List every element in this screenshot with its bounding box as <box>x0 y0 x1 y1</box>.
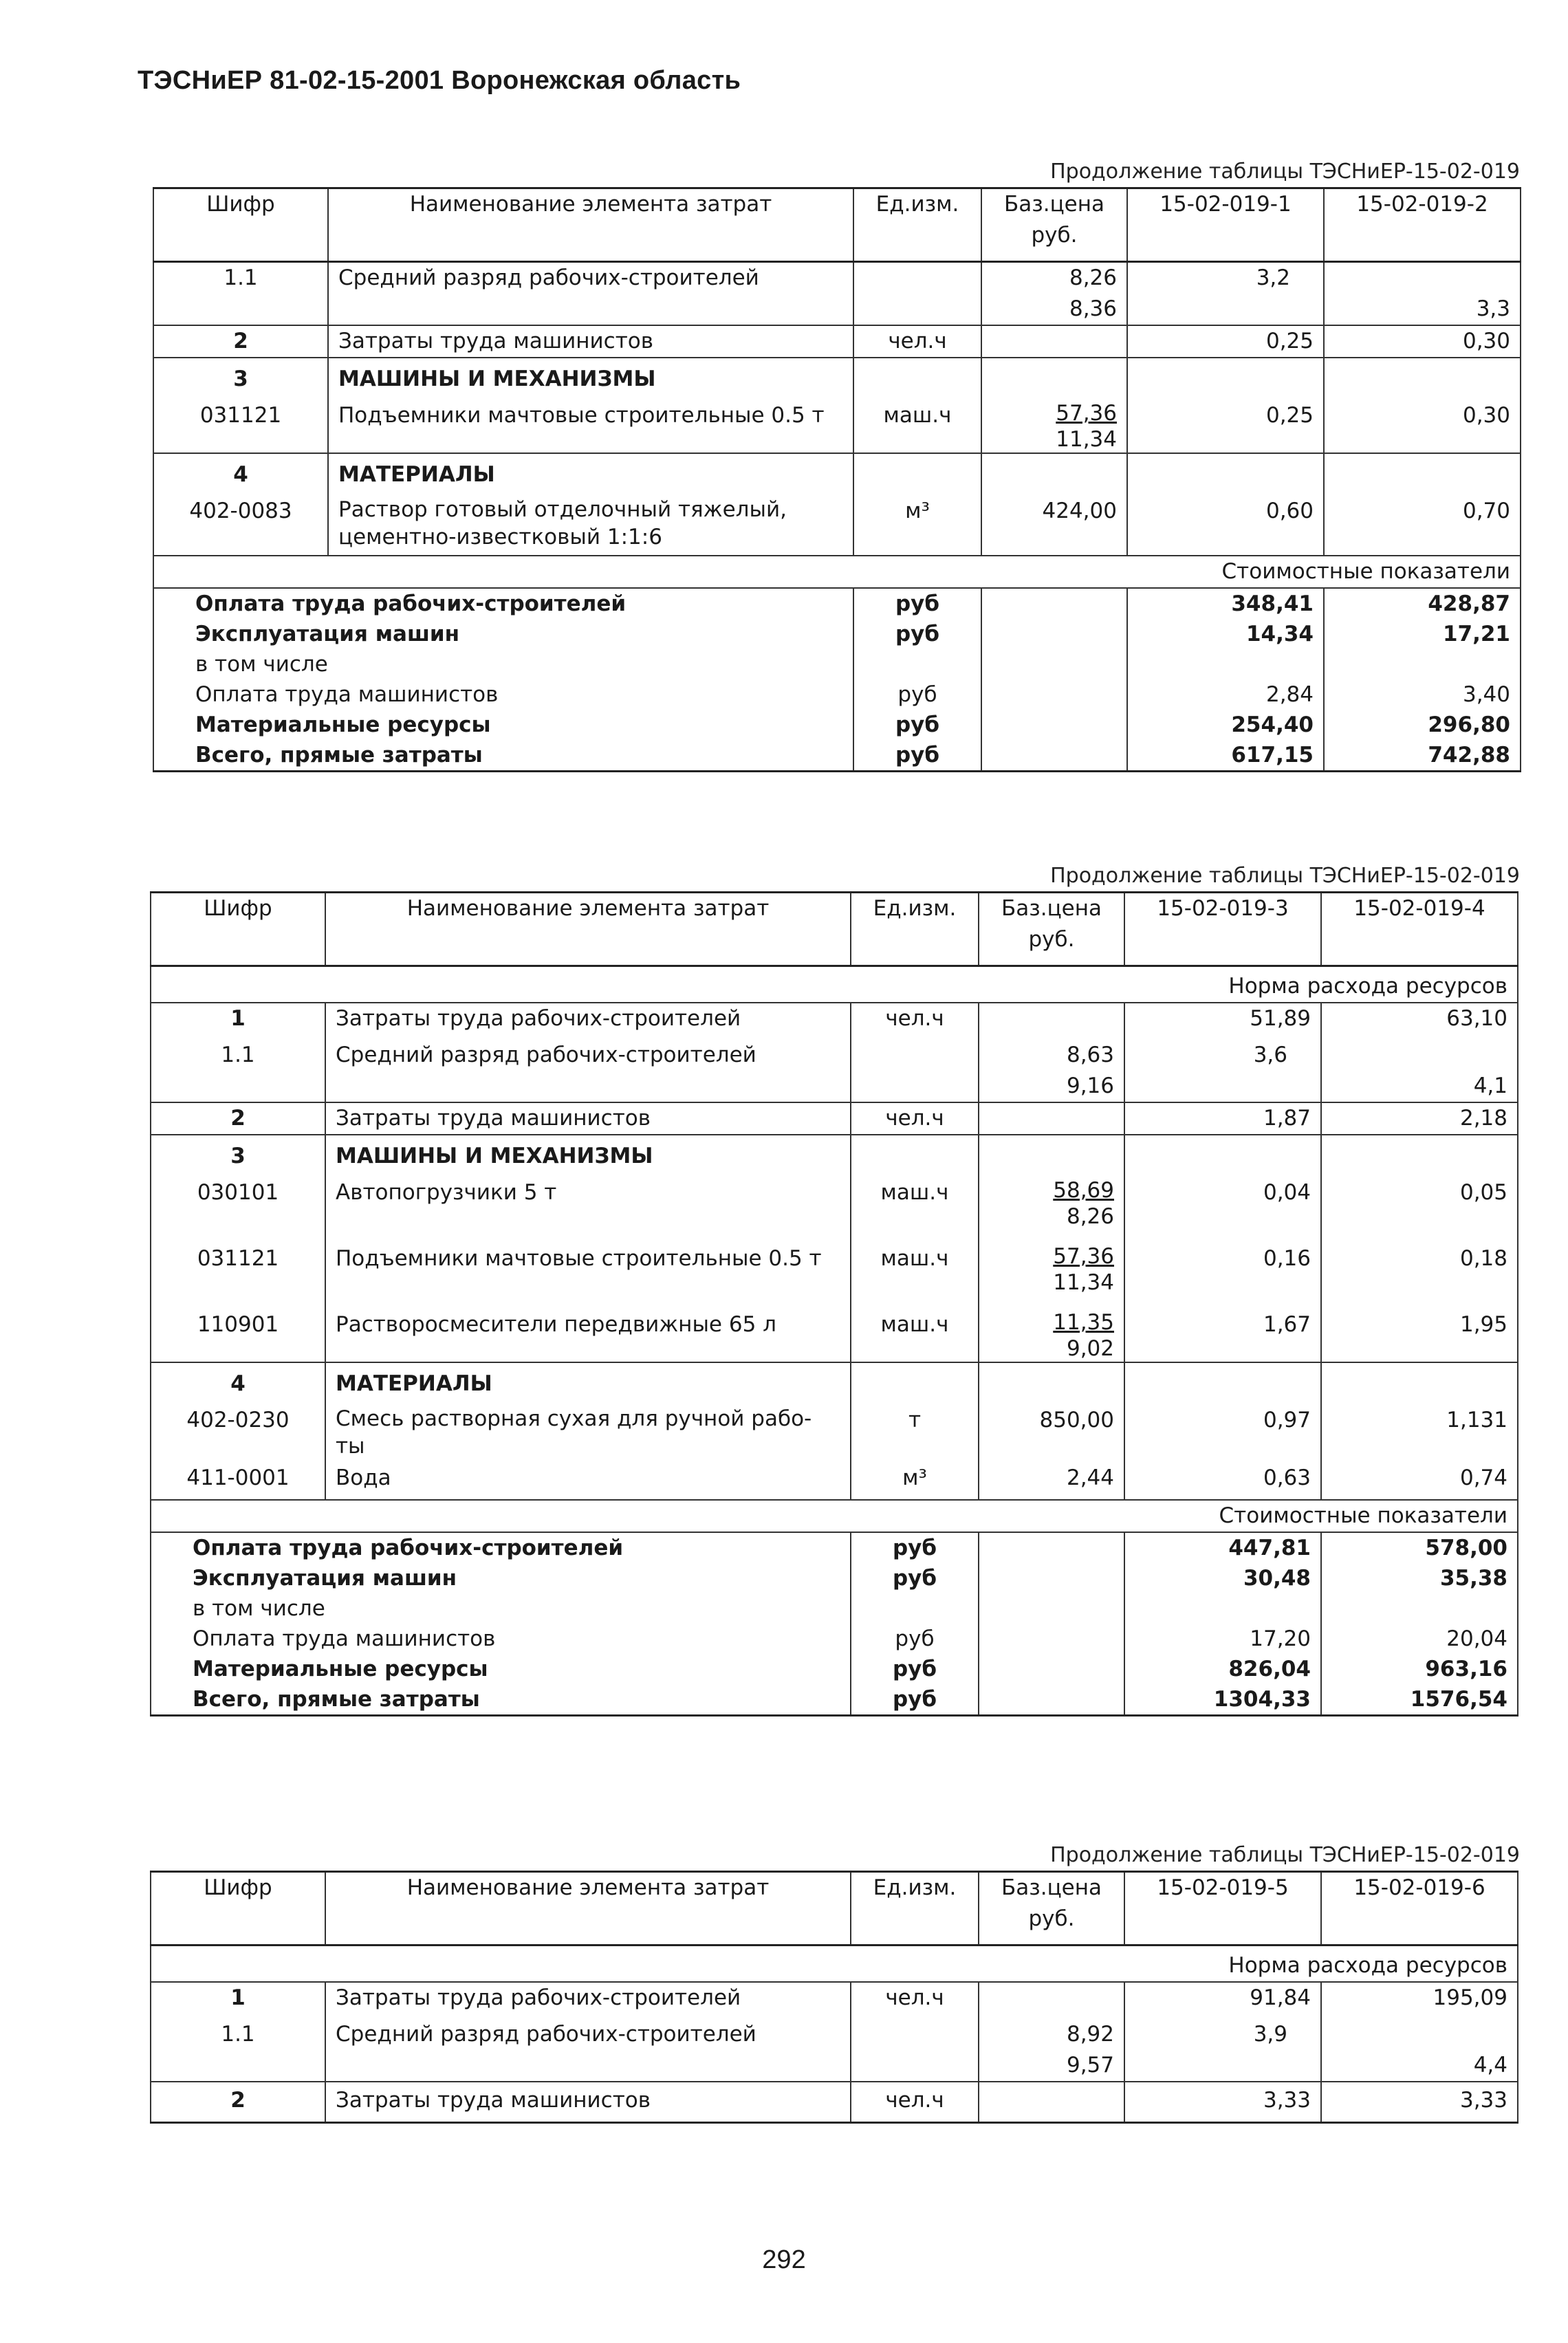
header-name: Наименование элемента затрат <box>328 188 853 262</box>
cost-value-b <box>1324 649 1521 679</box>
cost-value-a: 447,81 <box>1124 1532 1321 1563</box>
cost-label: Материальные ресурсы <box>153 710 853 740</box>
cost-unit <box>851 1593 979 1624</box>
cost-value-b: 17,21 <box>1324 619 1521 649</box>
cost-row <box>151 1684 1518 1716</box>
table-row: 2 Затраты труда машинистов чел.ч 0,25 0,30 <box>153 325 1521 358</box>
cost-value-a: 826,04 <box>1124 1654 1321 1684</box>
cost-unit: руб <box>851 1563 979 1593</box>
cost-label: Эксплуатация машин <box>153 619 853 649</box>
header-row <box>153 188 1521 262</box>
cost-label: Всего, прямые затраты <box>151 1684 851 1716</box>
cost-label: Материальные ресурсы <box>151 1654 851 1684</box>
table-row: 9,57 4,4 <box>151 2050 1518 2082</box>
cost-heading-row: Стоимостные показатели <box>153 556 1521 588</box>
cost-unit: руб <box>851 1624 979 1654</box>
header-unit: Ед.изм. <box>853 188 981 262</box>
table-row: 3 МАШИНЫ И МЕХАНИЗМЫ <box>153 358 1521 395</box>
cost-unit: руб <box>853 679 981 710</box>
cost-value-b: 35,38 <box>1321 1563 1518 1593</box>
cost-unit: руб <box>851 1532 979 1563</box>
cost-row <box>151 1593 1518 1624</box>
table-row: 030101 Автопогрузчики 5 т маш.ч 58,69 8,26 0,04 0,05 <box>151 1172 1518 1230</box>
table-row: 4 МАТЕРИАЛЫ <box>153 453 1521 490</box>
cost-unit: руб <box>853 740 981 772</box>
cost-value-b: 1576,54 <box>1321 1684 1518 1716</box>
header-price: Баз.цена руб. <box>981 188 1127 262</box>
header-col-b: 15-02-019-2 <box>1324 188 1521 262</box>
cost-value-a: 17,20 <box>1124 1624 1321 1654</box>
continuation-caption: Продолжение таблицы ТЭСНиЕР-15-02-019 <box>1050 160 1520 184</box>
table-row: 2 Затраты труда машинистов чел.ч 3,33 3,33 <box>151 2082 1518 2123</box>
cost-label: в том числе <box>151 1593 851 1624</box>
cost-row <box>153 710 1521 740</box>
cost-unit: руб <box>853 710 981 740</box>
header-row: Шифр Наименование элемента затрат Ед.изм. Баз.цена руб. 15-02-019-3 15-02-019-4 <box>151 893 1518 966</box>
cost-value-a: 617,15 <box>1127 740 1324 772</box>
table-row: 110901 Растворосмесители передвижные 65 л маш.ч 11,35 9,02 1,67 1,95 <box>151 1296 1518 1362</box>
cost-unit: руб <box>853 619 981 649</box>
table-row: 3 МАШИНЫ И МЕХАНИЗМЫ <box>151 1135 1518 1172</box>
table-row: 1 Затраты труда рабочих-строителей чел.ч 51,89 63,10 <box>151 1003 1518 1034</box>
cost-value-b: 3,40 <box>1324 679 1521 710</box>
cost-value-b: 428,87 <box>1324 588 1521 619</box>
cost-value-b: 296,80 <box>1324 710 1521 740</box>
header-code: Шифр <box>153 188 328 262</box>
section-3-table <box>150 1871 1518 2124</box>
cost-row <box>153 679 1521 710</box>
cost-value-a: 1304,33 <box>1124 1684 1321 1716</box>
document-title: ТЭСНиЕР 81-02-15-2001 Воронежская область <box>138 66 741 95</box>
cost-value-b <box>1321 1593 1518 1624</box>
cost-row <box>151 1624 1518 1654</box>
cost-value-a: 348,41 <box>1127 588 1324 619</box>
table-row: 1.1 Средний разряд рабочих-строителей 8,26 3,2 <box>153 262 1521 294</box>
table-row: 1 Затраты труда рабочих-строителей чел.ч 91,84 195,09 <box>151 1982 1518 2014</box>
norm-heading-row: Норма расхода ресурсов <box>151 966 1518 1003</box>
cost-value-a: 2,84 <box>1127 679 1324 710</box>
cost-label: Оплата труда машинистов <box>153 679 853 710</box>
cost-row <box>151 1563 1518 1593</box>
cost-value-a: 14,34 <box>1127 619 1324 649</box>
cost-row <box>153 740 1521 772</box>
cost-value-a: 30,48 <box>1124 1563 1321 1593</box>
header-col-a: 15-02-019-1 <box>1127 188 1324 262</box>
table-row: 9,16 4,1 <box>151 1071 1518 1102</box>
table-row: 4 МАТЕРИАЛЫ <box>151 1362 1518 1399</box>
cost-value-b: 963,16 <box>1321 1654 1518 1684</box>
table-row: 2 Затраты труда машинистов чел.ч 1,87 2,18 <box>151 1102 1518 1135</box>
cost-value-a <box>1124 1593 1321 1624</box>
cost-label: Оплата труда рабочих-строителей <box>153 588 853 619</box>
cost-row <box>153 619 1521 649</box>
cost-label: в том числе <box>153 649 853 679</box>
continuation-caption: Продолжение таблицы ТЭСНиЕР-15-02-019 <box>1050 864 1520 888</box>
norm-heading-row: Норма расхода ресурсов <box>151 1946 1518 1983</box>
cost-label: Оплата труда рабочих-строителей <box>151 1532 851 1563</box>
cost-label: Эксплуатация машин <box>151 1563 851 1593</box>
cost-heading-row: Стоимостные показатели <box>151 1500 1518 1532</box>
cost-row <box>153 649 1521 679</box>
table-row: 1.1 Средний разряд рабочих-строителей 8,92 3,9 <box>151 2014 1518 2050</box>
section-1-table <box>153 187 1521 772</box>
cost-label: Оплата труда машинистов <box>151 1624 851 1654</box>
cost-value-b: 578,00 <box>1321 1532 1518 1563</box>
cost-row <box>153 588 1521 619</box>
cost-row <box>151 1532 1518 1563</box>
section-2-table <box>150 891 1518 1717</box>
cost-row <box>151 1654 1518 1684</box>
page-number: 292 <box>762 2245 806 2274</box>
header-row: Шифр Наименование элемента затрат Ед.изм. Баз.цена руб. 15-02-019-5 15-02-019-6 <box>151 1872 1518 1946</box>
table-row: 411-0001 Вода м³ 2,44 0,63 0,74 <box>151 1460 1518 1500</box>
cost-value-a <box>1127 649 1324 679</box>
table-row: 402-0230 Смесь растворная сухая для ручной рабо- ты т 850,00 0,97 1,131 <box>151 1399 1518 1460</box>
table-row: 402-0083 Раствор готовый отделочный тяжелый, цементно-известковый 1:1:6 м³ 424,00 0,60 0,70 <box>153 490 1521 556</box>
table-row: 1.1 Средний разряд рабочих-строителей 8,63 3,6 <box>151 1034 1518 1071</box>
cost-unit: руб <box>851 1654 979 1684</box>
table-row: 8,36 3,3 <box>153 294 1521 325</box>
table-row: 031121 Подъемники мачтовые строительные 0.5 т маш.ч 57,36 11,34 0,25 0,30 <box>153 395 1521 453</box>
cost-label: Всего, прямые затраты <box>153 740 853 772</box>
table-row: 031121 Подъемники мачтовые строительные 0.5 т маш.ч 57,36 11,34 0,16 0,18 <box>151 1230 1518 1296</box>
cost-unit: руб <box>853 588 981 619</box>
cost-value-a: 254,40 <box>1127 710 1324 740</box>
cost-value-b: 20,04 <box>1321 1624 1518 1654</box>
cost-unit: руб <box>851 1684 979 1716</box>
cost-unit <box>853 649 981 679</box>
cost-value-b: 742,88 <box>1324 740 1521 772</box>
continuation-caption: Продолжение таблицы ТЭСНиЕР-15-02-019 <box>1050 1843 1520 1867</box>
